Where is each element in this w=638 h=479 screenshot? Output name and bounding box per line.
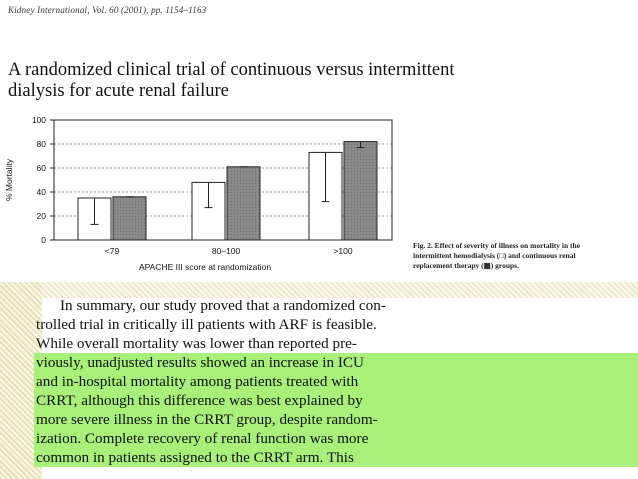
bar-crrt	[113, 197, 146, 240]
caption-label: Fig. 2.	[413, 241, 433, 250]
title-line-2: dialysis for acute renal failure	[8, 81, 229, 101]
y-tick-label: 40	[36, 187, 46, 197]
paragraph-line-highlighted: common in patients assigned to the CRRT arm. This	[34, 448, 638, 467]
paragraph-line-highlighted: and in-hospital mortality among patients treated with	[34, 372, 638, 391]
y-axis-label: % Mortality	[4, 158, 14, 202]
paragraph-line-highlighted: ization. Complete recovery of renal function was more	[34, 429, 638, 448]
summary-paragraph	[34, 296, 638, 467]
y-tick-label: 0	[41, 235, 46, 245]
x-tick-label: 80–100	[211, 246, 241, 256]
x-axis-label: APACHE III score at randomization	[138, 262, 272, 272]
y-tick-label: 20	[36, 211, 46, 221]
paragraph-line: While overall mortality was lower than reported pre-	[36, 335, 357, 352]
page-title	[8, 60, 633, 102]
y-tick-label: 60	[36, 163, 46, 173]
y-tick-label: 80	[36, 139, 46, 149]
caption-text: Effect of severity of illness on mortality in the intermittent hemodialysis (□) and continuous renal replacement therapy (▦) groups.	[413, 241, 581, 270]
paragraph-line-highlighted: viously, unadjusted results showed an increase in ICU	[34, 353, 638, 372]
paragraph-line: trolled trial in critically ill patients with ARF is feasible.	[36, 316, 377, 333]
citation: Kidney International, Vol. 60 (2001), pp. 1154–1163	[8, 5, 207, 15]
bar-crrt	[344, 142, 377, 240]
bar-crrt	[227, 167, 260, 240]
paper-excerpt	[0, 282, 638, 479]
x-tick-label: >100	[333, 246, 353, 256]
x-tick-label: <79	[104, 246, 120, 256]
figure-caption	[413, 241, 605, 271]
mortality-bar-chart	[0, 108, 410, 283]
paragraph-line: In summary, our study proved that a randomized con-	[60, 297, 386, 314]
paragraph-line-highlighted: more severe illness in the CRRT group, despite random-	[34, 410, 638, 429]
paragraph-line-highlighted: CRRT, although this difference was best explained by	[34, 391, 638, 410]
y-tick-label: 100	[31, 115, 46, 125]
title-line-1: A randomized clinical trial of continuous versus intermittent	[8, 60, 455, 80]
